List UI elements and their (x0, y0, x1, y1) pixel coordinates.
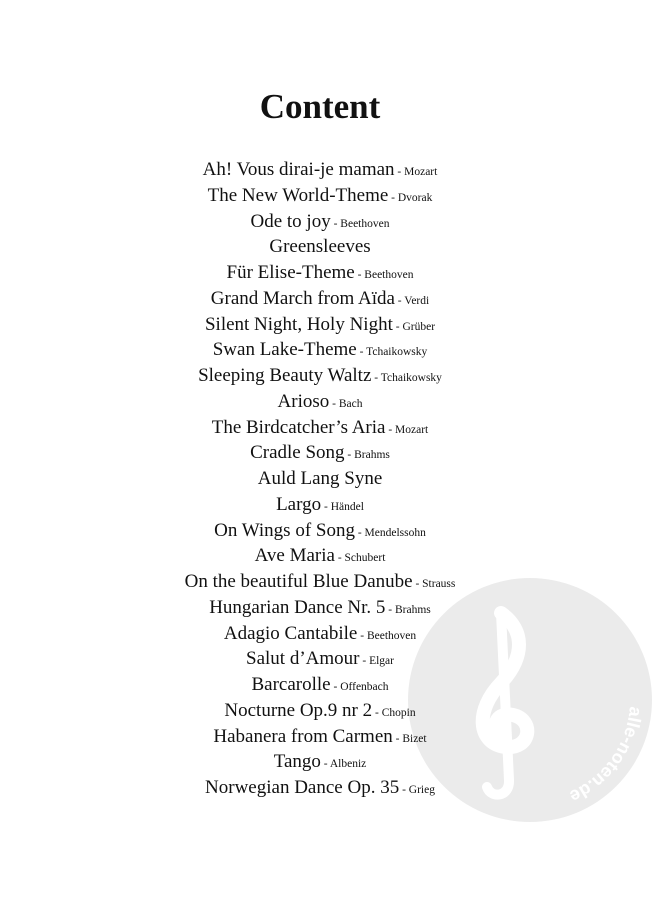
piece-title: Barcarolle (251, 674, 331, 695)
contents-entry (0, 543, 640, 569)
composer-name: - Grieg (399, 784, 435, 796)
piece-title: On Wings of Song (214, 519, 355, 541)
piece-title: Grand March from Aïda (210, 287, 395, 309)
contents-entry (0, 595, 640, 621)
contents-entry (0, 209, 640, 235)
composer-name: - Mozart (385, 423, 429, 436)
composer-name: - Chopin (372, 706, 416, 719)
piece-title: Adagio Cantabile (223, 622, 358, 644)
composer-name: - Tchaikowsky (371, 372, 442, 384)
piece-title: Nocturne Op.9 nr 2 (224, 699, 373, 721)
contents-entry (0, 157, 640, 183)
contents-entry (0, 260, 640, 286)
piece-title: Ah! Vous dirai-je maman (202, 159, 395, 180)
contents-entry (0, 492, 640, 518)
piece-title: Swan Lake-Theme (212, 339, 357, 361)
piece-title: Salut d’Amour (246, 648, 360, 670)
piece-title: Cradle Song (250, 442, 345, 464)
composer-name: - Verdi (394, 294, 430, 307)
piece-title: The New World-Theme (207, 184, 389, 206)
composer-name: - Mendelssohn (354, 526, 426, 539)
piece-title: Arioso (277, 390, 330, 412)
contents-entry (0, 646, 640, 672)
contents-entry (0, 698, 640, 724)
piece-title: Habanera from Carmen (213, 725, 393, 747)
contents-entry (0, 440, 640, 466)
composer-name: - Beethoven (357, 629, 417, 642)
contents-entry (0, 183, 640, 209)
contents-entry (0, 724, 640, 750)
composer-name: - Grüber (392, 320, 436, 333)
composer-name: - Händel (321, 500, 364, 513)
piece-title: The Birdcatcher’s Aria (211, 416, 386, 438)
piece-title: Auld Lang Syne (257, 468, 383, 489)
contents-entry (0, 337, 640, 363)
composer-name: - Beethoven (330, 217, 390, 230)
composer-name: - Albeniz (320, 758, 367, 771)
piece-title: Ave Maria (254, 545, 335, 567)
contents-entry (0, 621, 640, 647)
contents-entry (0, 389, 640, 415)
contents-entry (0, 569, 640, 595)
composer-name: - Tchaikowsky (356, 346, 428, 359)
piece-title: Norwegian Dance Op. 35 (205, 777, 400, 798)
piece-title: Ode to joy (250, 210, 331, 232)
contents-entry (0, 775, 640, 801)
composer-name: - Strauss (412, 578, 456, 590)
piece-title: Silent Night, Holy Night (204, 313, 393, 335)
contents-entry (0, 286, 640, 312)
piece-title: Hungarian Dance Nr. 5 (209, 596, 386, 618)
composer-name: - Bizet (392, 732, 427, 745)
contents-entry (0, 466, 640, 492)
composer-name: - Offenbach (330, 681, 389, 693)
contents-list (0, 157, 640, 801)
contents-entry (0, 672, 640, 698)
composer-name: - Beethoven (354, 269, 414, 281)
contents-entry (0, 234, 640, 260)
composer-name: - Mozart (394, 166, 438, 178)
piece-title: Greensleeves (269, 236, 371, 258)
contents-entry (0, 363, 640, 389)
watermark-text: alle-noten.de (566, 705, 646, 807)
composer-name: - Elgar (359, 655, 394, 668)
contents-entry (0, 749, 640, 775)
composer-name: - Schubert (334, 552, 386, 565)
contents-entry (0, 518, 640, 544)
piece-title: Largo (276, 493, 322, 515)
piece-title: On the beautiful Blue Danube (184, 571, 413, 592)
contents-entry (0, 312, 640, 338)
composer-name: - Dvorak (388, 191, 433, 204)
piece-title: Für Elise-Theme (226, 262, 355, 283)
piece-title: Tango (273, 751, 321, 773)
piece-title: Sleeping Beauty Waltz (198, 365, 372, 386)
composer-name: - Bach (329, 397, 363, 410)
composer-name: - Brahms (385, 603, 431, 616)
page-title: Content (259, 87, 381, 126)
composer-name: - Brahms (344, 449, 390, 462)
contents-entry (0, 415, 640, 441)
